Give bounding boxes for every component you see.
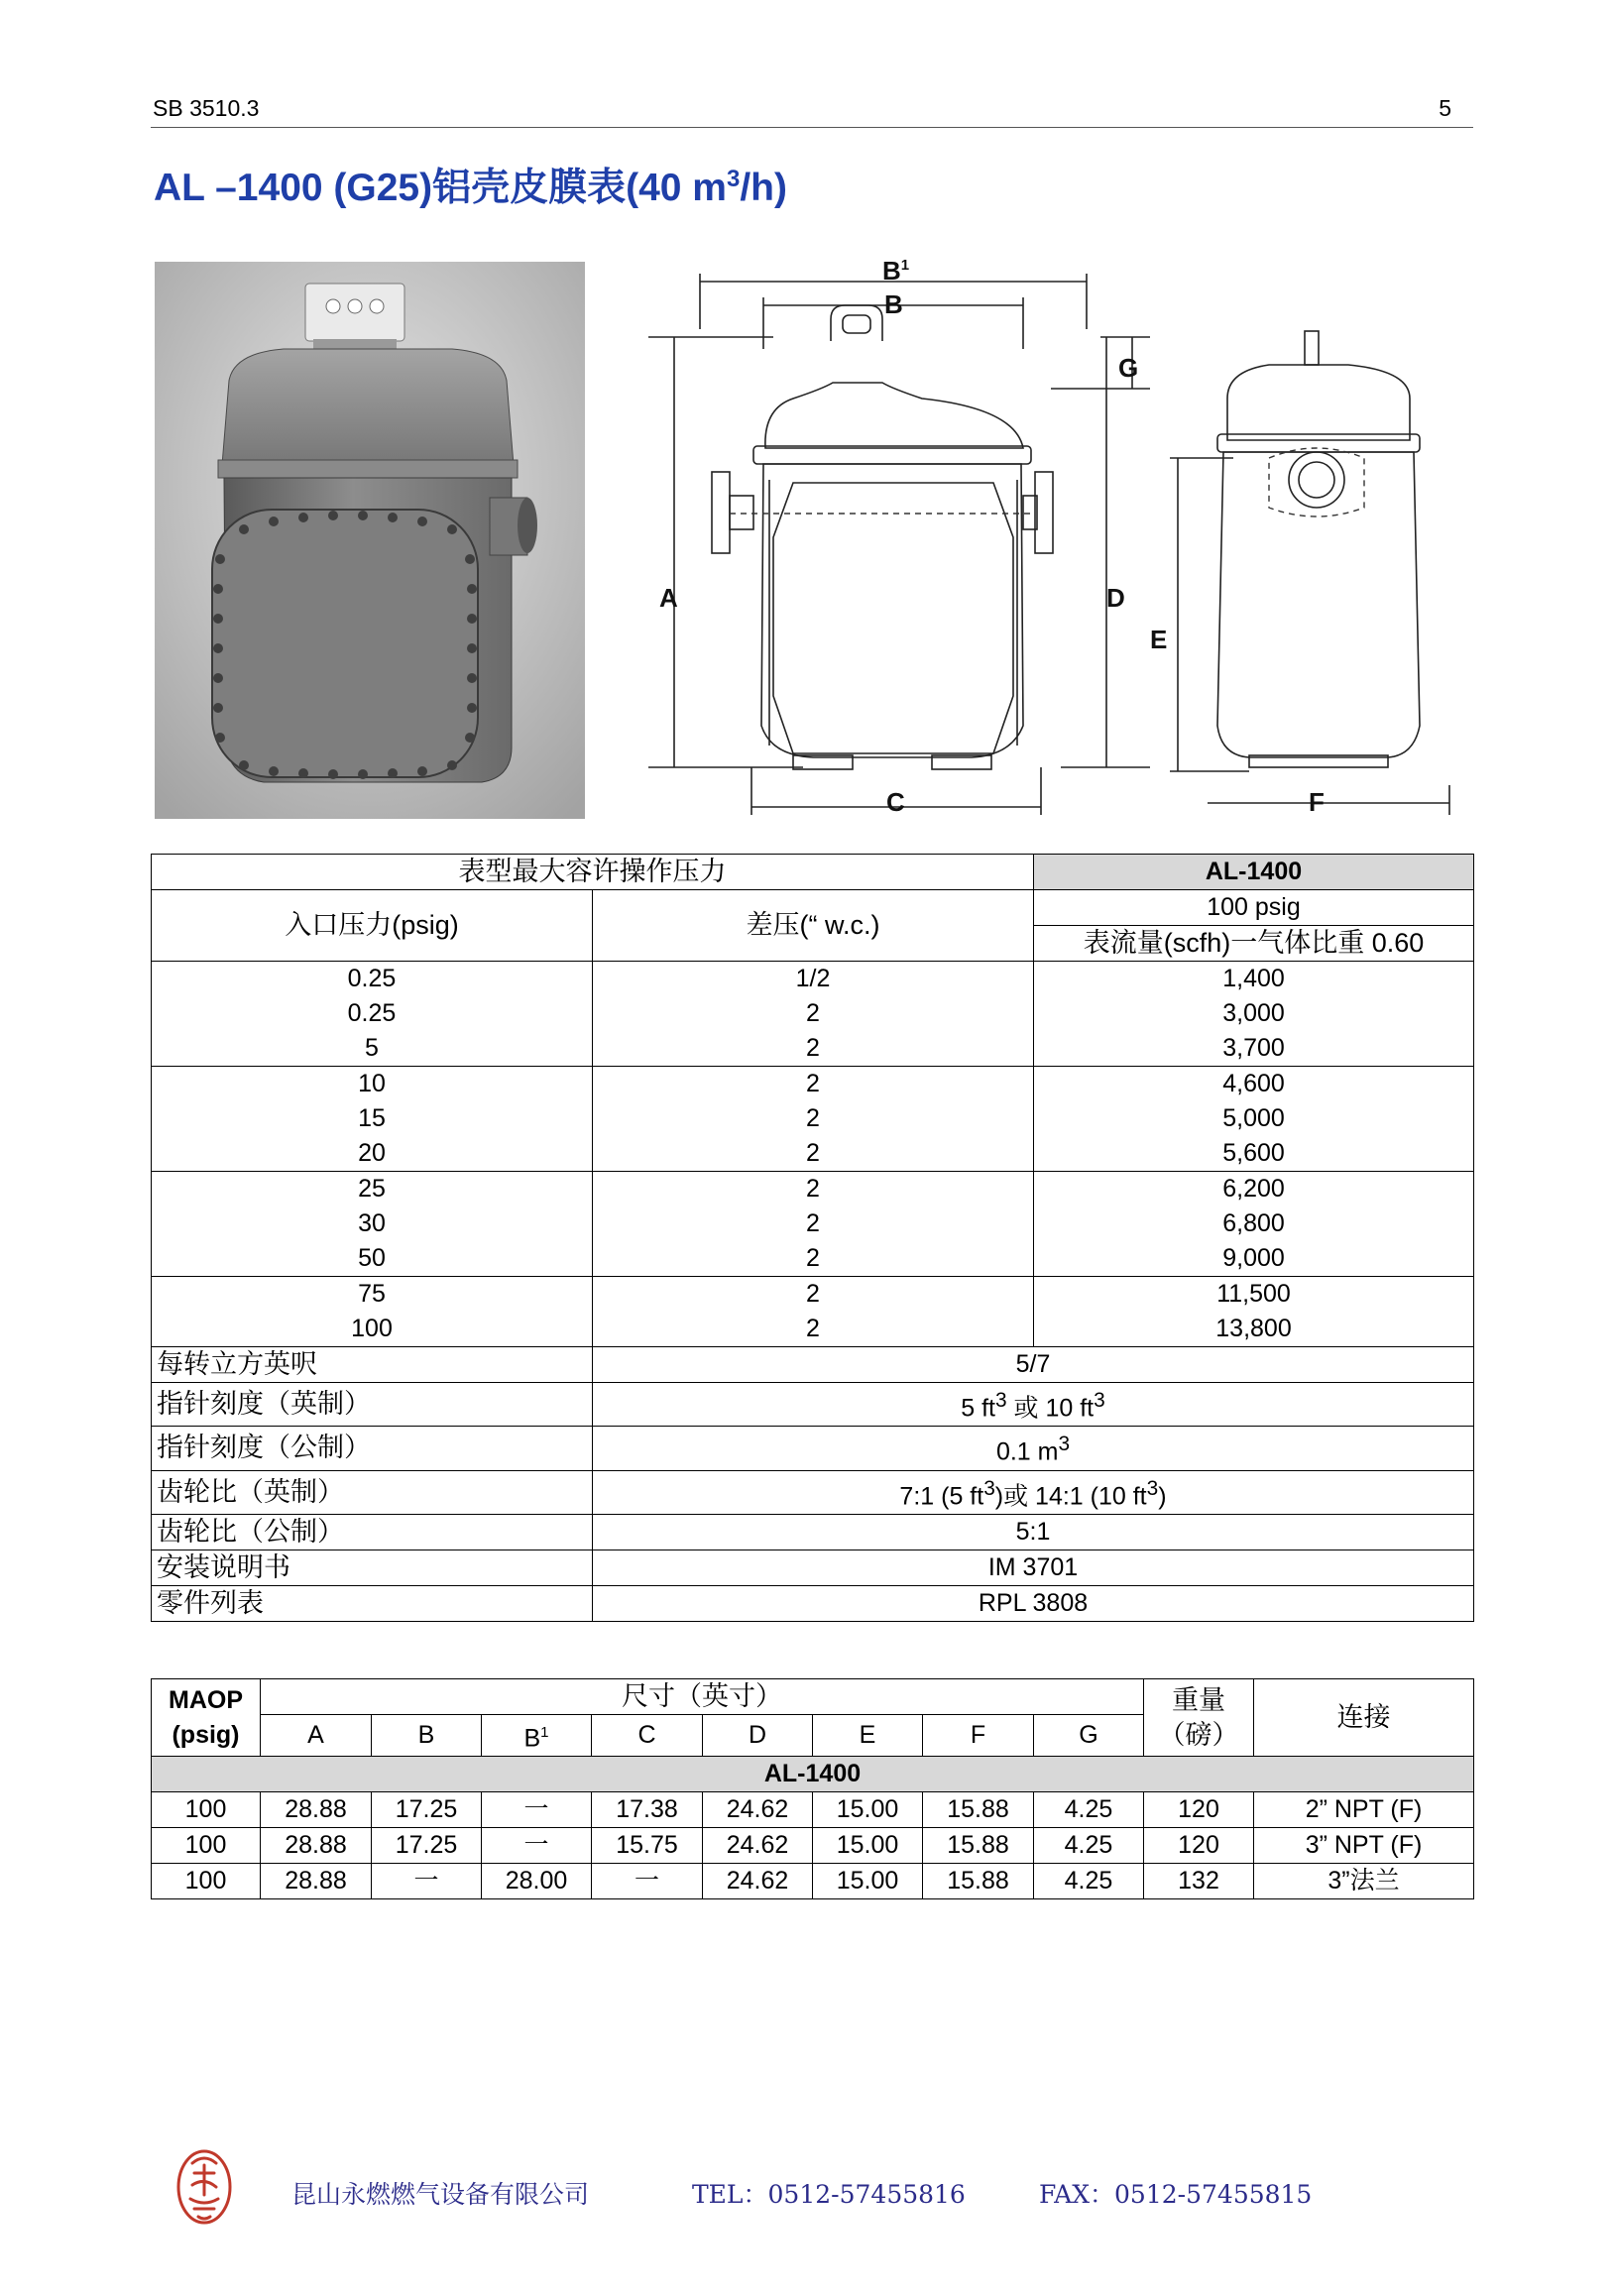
table-row: 10 15 20 2 2 2 4,600 5,000 5,600 [152,1067,1474,1172]
weight-header: 重量 （磅） [1144,1679,1254,1757]
page-number: 5 [1439,95,1451,121]
table-row: 100 28.88 17.25 一 15.75 24.62 15.00 15.88 4.25 120 3” NPT (F) [152,1828,1474,1864]
spec-row: 零件列表 RPL 3808 [152,1585,1474,1621]
dim-label-b1: $B^1$ [882,260,910,286]
page-title: AL –1400 (G25)铝壳皮膜表(40 $m^3/h$) [154,166,787,209]
doc-id: SB 3510.3 [153,95,260,121]
differential-pressure-header: 差压(“ w.c.) [593,890,1034,962]
page-header [151,95,1473,128]
spec-row: 指针刻度（公制） 0.1 $m^3$ [152,1427,1474,1470]
telephone: TEL：0512-57455816 [692,2180,966,2209]
pressure-capacity-table [151,854,1474,1622]
table1-model: AL-1400 [1034,855,1474,890]
company-name: 昆山永燃燃气设备有限公司 [291,2180,590,2209]
table-row: 25 30 50 2 2 2 6,200 6,800 9,000 [152,1172,1474,1277]
dim-label-b: B [884,289,903,319]
spec-row: 每转立方英呎 5/7 [152,1347,1474,1383]
dimension-drawing [634,260,1457,827]
table1-title: 表型最大容许操作压力 [152,855,1034,890]
maop-header: MAOP (psig) [152,1679,261,1757]
dim-label-g: G [1118,353,1139,383]
inlet-pressure-header: 入口压力(psig) [152,890,593,962]
spec-row: 齿轮比（公制） 5:1 [152,1514,1474,1550]
gas-meter-photo [155,262,585,819]
pressure-rating: 100 psig [1034,890,1474,926]
flow-rate-header: 表流量(scfh)一气体比重 0.60 [1034,926,1474,962]
dimensions-table [151,1678,1474,1899]
fax: FAX：0512-57455815 [1039,2180,1313,2209]
company-seal-logo [174,2147,234,2227]
spec-row: 安装说明书 IM 3701 [152,1550,1474,1585]
table2-model: AL-1400 [152,1757,1474,1792]
dimensions-header: 尺寸（英寸） [261,1679,1144,1715]
dim-label-e: E [1150,625,1168,654]
dim-label-c: C [886,787,905,817]
dimension-columns: A B $B^1$ C D E F G [152,1715,1474,1757]
dim-label-d: D [1106,583,1125,613]
spec-row: 齿轮比（英制） 7:1 (5 $ft^3$)或 14:1 (10 $ft^3$) [152,1470,1474,1514]
table-row: 0.25 0.25 5 1/2 2 2 1,400 3,000 3,700 [152,962,1474,1067]
dim-label-a: A [659,583,678,613]
table-row: 75 100 2 2 11,500 13,800 [152,1277,1474,1347]
spec-row: 指针刻度（英制） 5 $ft^3$ 或 10 $ft^3$ [152,1383,1474,1427]
table-row: 100 28.88 一 28.00 一 24.62 15.00 15.88 4.25 132 3”法兰 [152,1864,1474,1899]
connection-header: 连接 [1254,1679,1474,1757]
dim-label-f: F [1309,787,1325,817]
page-footer [174,2147,1463,2237]
table-row: 100 28.88 17.25 一 17.38 24.62 15.00 15.88 4.25 120 2” NPT (F) [152,1792,1474,1828]
